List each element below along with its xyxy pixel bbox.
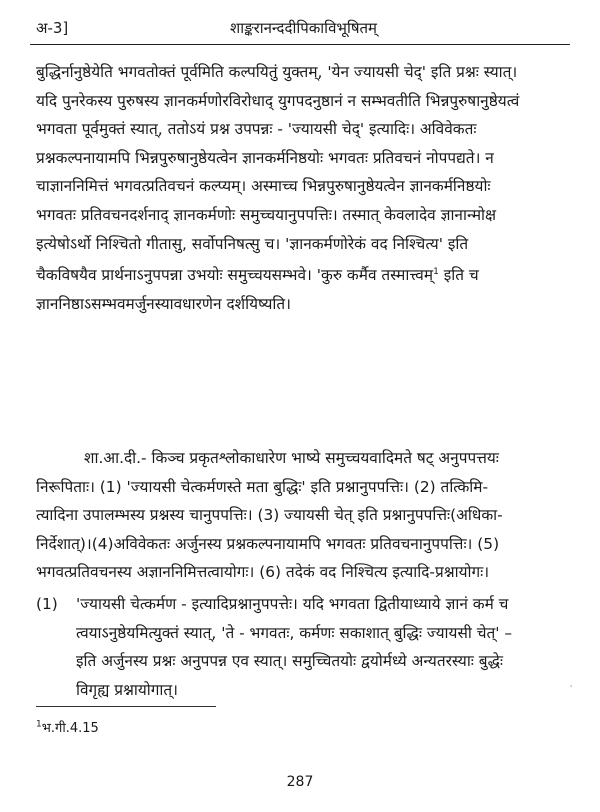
- item-number: (1): [36, 595, 58, 613]
- text-line: ज्ञाननिष्ठाऽसम्भवमर्जुनस्यावधारणेन दर्शयिष्यति।: [36, 294, 292, 313]
- text-line: चाज्ञाननिमित्तं भगवत्प्रतिवचनं कल्प्यम्। अस्माच्च भिन्नपुरुषानुष्ठेयत्वेन ज्ञानकर्मनिष्ठयोः: [36, 177, 491, 196]
- running-title: शाङ्करानन्ददीपिकाविभूषितम्: [230, 19, 378, 37]
- margin-tick: ': [570, 684, 573, 693]
- footnote-rule: [36, 706, 216, 707]
- text-line: भगवत्प्रतिवचनस्य अज्ञाननिमित्तत्वायोगः। (6) तदेकं वद निश्चित्य इत्यादि-प्रश्नायोगः।: [36, 563, 490, 582]
- text-line: भगवतः प्रतिवचनदर्शनाद् ज्ञानकर्मणोः समुच्चयानुपपत्तिः। तस्मात् केवलादेव ज्ञानान्मोक्ष: [36, 205, 497, 224]
- text-line: इत्येषोऽर्थो निश्चितो गीतासु, सर्वोपनिषत्सु च। 'ज्ञानकर्मणोरेकं वद निश्चित्य' इति: [36, 234, 469, 253]
- page-number: 287: [286, 774, 314, 790]
- text-line: शा.आ.दी.- किञ्च प्रकृतश्लोकाधारेण भाष्ये समुच्चयवादिमते षट् अनुपपत्तयः: [84, 449, 499, 467]
- text-line: 'ज्यायसी चेत्कर्मण - इत्यादिप्रश्नानुपपत्तेः। यदि भगवता द्वितीयाध्याये ज्ञानं कर्म च: [76, 595, 509, 613]
- text-line: निरूपिताः। (1) 'ज्यायसी चेत्कर्मणस्ते मता बुद्धिः' इति प्रश्नानुपपत्तिः। (2) तत्किमि-: [36, 477, 489, 496]
- item-content: [76, 590, 573, 704]
- header-rule: [30, 44, 570, 45]
- text-line: यदि पुनरेकस्य पुरुषस्य ज्ञानकर्मणोरविरोधाद् युगपदनुष्ठानं न सम्भवतीति भिन्नपुरुषानुष्ठेयत्वं: [36, 91, 520, 110]
- text-fragment: इति च: [438, 266, 479, 285]
- footnote: [36, 718, 99, 736]
- footnote-marker: 1: [36, 719, 42, 730]
- text-line: इति अर्जुनस्य प्रश्नः अनुपपन्न एव स्यात्। समुच्चितयोः द्वयोर्मध्ये अन्यतरस्याः बुद्धेः: [76, 652, 503, 671]
- paragraph-commentary: [36, 58, 570, 318]
- footnote-text: भ.गी.4.15: [41, 721, 99, 736]
- text-fragment: चैकविषयैव प्रार्थनाऽनुपपन्ना उभयोः समुच्चयसम्भवे। 'कुरु कर्मैव तस्मात्त्वम्: [36, 266, 434, 285]
- text-line-with-footnote: [36, 258, 570, 290]
- text-line: प्रश्नकल्पनायामपि भिन्नपुरुषानुष्ठेयत्वेन ज्ञानकर्मनिष्ठयोः भगवतः प्रतिवचनं नोपपद्यते। न: [36, 148, 494, 167]
- text-line: त्यादिना उपालम्भस्य प्रश्नस्य चानुपपत्तिः। (3) ज्यायसी चेत् इति प्रश्नानुपपत्तिः(अधिका-: [36, 506, 503, 525]
- numbered-item: [36, 590, 573, 704]
- footnote-reference[interactable]: 1: [433, 267, 439, 278]
- text-line: भगवता पूर्वमुक्तं स्यात्, ततोऽयं प्रश्न उपपन्नः - 'ज्यायसी चेद्' इत्यादिः। अविवेकतः: [36, 120, 477, 139]
- text-line: विगृह्य प्रश्नायोगात्।: [76, 680, 179, 699]
- chapter-marker: अ-3]: [36, 19, 69, 37]
- running-header: [30, 14, 570, 42]
- paragraph-dipika: [36, 444, 570, 587]
- text-line: बुद्धिर्नानुष्ठेयेति भगवतोक्तं पूर्वमिति कल्पयितुं युक्तम्, 'येन ज्यायसी चेद्' इति प्रश्नः स्यात्।: [36, 63, 518, 81]
- text-line: त्वयाऽनुष्ठेयमित्युक्तं स्यात्, 'ते - भगवतः, कर्मणः सकाशात् बुद्धिः ज्यायसी चेत्' –: [76, 623, 513, 642]
- text-line: निर्देशात्)।(4)अविवेकतः अर्जुनस्य प्रश्नकल्पनायामपि भगवतः प्रतिवचनानुपपत्तिः। (5): [36, 534, 500, 553]
